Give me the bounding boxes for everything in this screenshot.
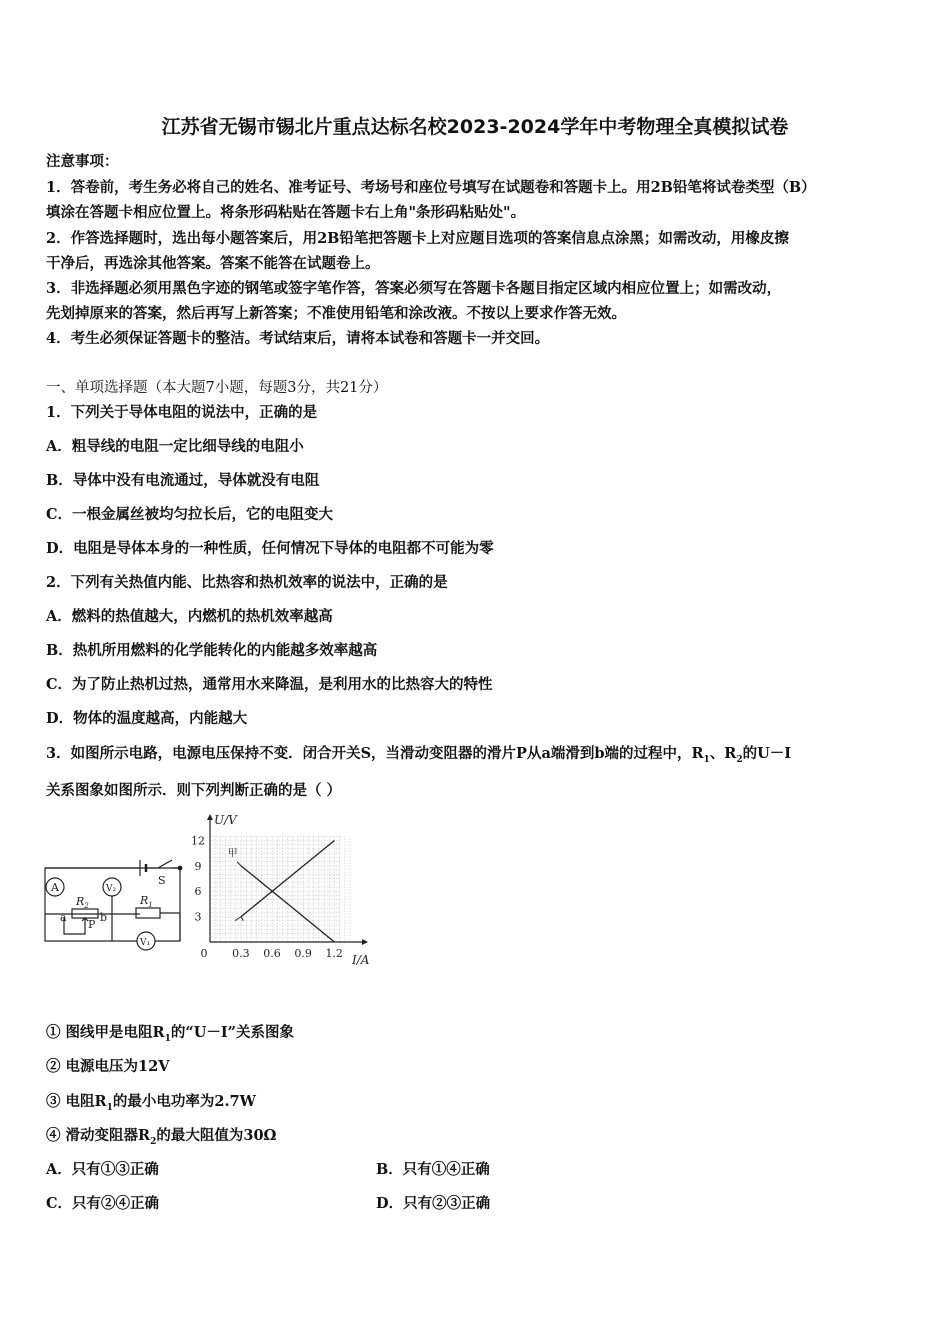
switch-label: S	[158, 874, 166, 887]
r1-letter: R	[140, 894, 149, 907]
q3-stem-text: 、R	[709, 745, 737, 762]
y-tick-label: 12	[191, 834, 205, 848]
q3-stem-line1	[46, 742, 791, 765]
q2-option-b: B．热机所用燃料的化学能转化的内能越多效率越高	[46, 642, 378, 659]
q3-statement-2: ② 电源电压为12V	[46, 1058, 170, 1075]
q1-option-d: D．电阻是导体本身的一种性质，任何情况下导体的电阻都不可能为零	[46, 540, 494, 557]
y-tick-label: 9	[194, 859, 202, 873]
r2-sub: 2	[84, 902, 89, 910]
statement-text: ④ 滑动变阻器R	[46, 1127, 151, 1144]
v2-label: V₂	[106, 884, 117, 894]
q3-statement-4	[46, 1124, 276, 1147]
q1-option-c: C．一根金属丝被均匀拉长后，它的电阻变大	[46, 506, 334, 523]
q3-stem-line2: 关系图象如图所示．则下列判断正确的是（ ）	[46, 782, 342, 799]
q2-option-a: A．燃料的热值越大，内燃机的热机效率越高	[46, 608, 333, 625]
y-axis-label: U/V	[214, 813, 237, 827]
origin-label: 0	[200, 947, 208, 960]
slider-p-label: P	[88, 918, 96, 931]
resistor-r1	[136, 908, 160, 918]
y-tick-label: 6	[194, 885, 202, 899]
r1-sub: 1	[148, 901, 153, 909]
ui-chart	[191, 813, 370, 967]
x-tick-label: 0.6	[263, 947, 281, 960]
y-axis-arrow	[207, 814, 213, 820]
x-tick-label: 0.9	[294, 947, 312, 960]
notice-line: 1．答卷前，考生务必将自己的姓名、准考证号、考场号和座位号填写在试题卷和答题卡上。用2B铅笔将试卷类型（B）	[46, 179, 816, 196]
series-line-2-cap	[235, 917, 243, 921]
notice-line: 干净后，再选涂其他答案。答案不能答在试题卷上。	[46, 255, 380, 272]
terminal-a-label: a	[60, 911, 67, 924]
x-tick-label: 0.3	[232, 947, 250, 960]
series-annotation: 甲	[227, 848, 238, 860]
page-title: 江苏省无锡市锡北片重点达标名校2023-2024学年中考物理全真模拟试卷	[161, 116, 789, 138]
subscript: 2	[150, 1136, 157, 1147]
q2-option-d: D．物体的温度越高，内能越大	[46, 710, 248, 727]
q2-option-c: C．为了防止热机过热，通常用水来降温，是利用水的比热容大的特性	[46, 676, 493, 693]
ammeter-label: A	[51, 881, 59, 894]
r2-label	[75, 895, 89, 910]
series-line-1-cap	[237, 862, 241, 866]
q1-option-b: B．导体中没有电流通过，导体就没有电阻	[46, 472, 320, 489]
q3-statement-3	[46, 1090, 256, 1113]
subscript: 1	[703, 754, 710, 765]
x-tick-label: 1.2	[325, 947, 343, 960]
q1-stem: 1．下列关于导体电阻的说法中，正确的是	[46, 404, 318, 421]
statement-text: ③ 电阻R	[46, 1093, 107, 1110]
notice-line: 先划掉原来的答案，然后再写上新答案；不准使用铅笔和涂改液。不按以上要求作答无效。	[46, 305, 626, 322]
subscript: 2	[736, 754, 743, 765]
q2-stem: 2．下列有关热值内能、比热容和热机效率的说法中，正确的是	[46, 574, 448, 591]
statement-text: 的最大阻值为30Ω	[156, 1127, 277, 1144]
circuit-diagram	[45, 860, 180, 941]
switch-blade	[158, 860, 172, 868]
q3-option-c: C．只有②④正确	[46, 1195, 160, 1212]
q3-option-d: D．只有②③正确	[376, 1195, 491, 1212]
notice-line: 3．非选择题必须用黑色字迹的钢笔或签字笔作答，答案必须写在答题卡各题目指定区域内相应位置上；如需改动，	[46, 280, 782, 297]
notice-line: 2．作答选择题时，选出每小题答案后，用2B铅笔把答题卡上对应题目选项的答案信息点涂黑；如需改动，用橡皮擦	[46, 230, 789, 247]
x-axis-arrow	[362, 939, 368, 945]
section-heading: 一、单项选择题（本大题7小题，每题3分，共21分）	[46, 380, 388, 396]
q3-statement-1	[46, 1021, 294, 1044]
q1-option-a: A．粗导线的电阻一定比细导线的电阻小	[46, 438, 304, 455]
subscript: 1	[106, 1102, 113, 1113]
switch-contact	[178, 866, 182, 870]
q3-option-a: A．只有①③正确	[46, 1161, 159, 1178]
notice-line: 4．考生必须保证答题卡的整洁。考试结束后，请将本试卷和答题卡一并交回。	[46, 330, 550, 347]
statement-text: 的最小电功率为2.7W	[112, 1093, 256, 1110]
statement-text: ① 图线甲是电阻R	[46, 1024, 165, 1041]
q3-stem-text: 的U－I	[742, 745, 792, 762]
q3-figure	[40, 806, 370, 976]
subscript: 1	[164, 1033, 171, 1044]
y-tick-label: 3	[194, 910, 202, 924]
x-axis-label: I/A	[352, 953, 370, 967]
notice-line: 填涂在答题卡相应位置上。将条形码粘贴在答题卡右上角"条形码粘贴处"。	[46, 204, 526, 221]
q3-stem-text: 3．如图所示电路，电源电压保持不变．闭合开关S，当滑动变阻器的滑片P从a端滑到b端的过程中，R	[46, 745, 704, 762]
statement-text: 的“U－I”关系图象	[170, 1024, 294, 1041]
q3-option-b: B．只有①④正确	[376, 1161, 490, 1178]
v1-label: V₁	[140, 938, 151, 948]
r2-letter: R	[76, 895, 85, 908]
r1-label	[139, 894, 153, 909]
notice-heading: 注意事项：	[46, 153, 119, 170]
terminal-b-label: b	[100, 911, 108, 924]
